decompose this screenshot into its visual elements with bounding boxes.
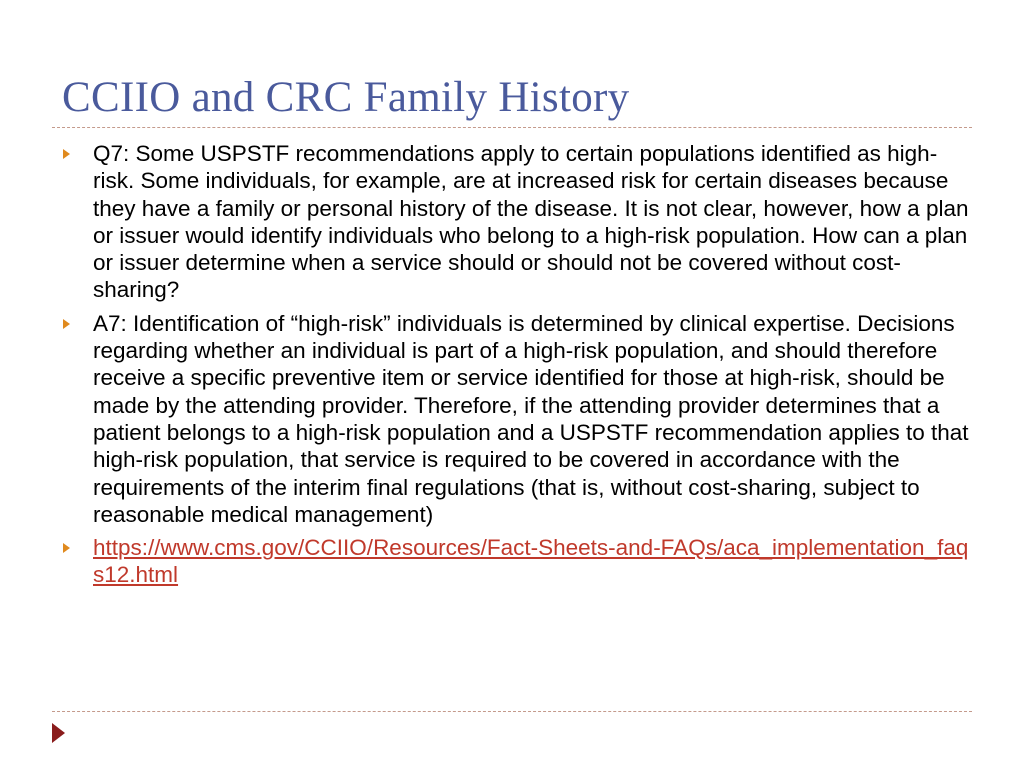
bullet-text-q7: Q7: Some USPSTF recommendations apply to certain populations identified as high-risk. Some individuals, for example, are at increased risk for certain diseases because they have a family or personal history of the disease. It is not clear, however, how a plan or issuer would identify individuals who belong to a high-risk population. How can a plan or issuer determine when a service should or should not be covered without cost-sharing? <box>93 141 969 303</box>
bullet-item-q7 <box>60 140 970 304</box>
bullet-list <box>60 140 970 595</box>
faq-source-link[interactable]: https://www.cms.gov/CCIIO/Resources/Fact-Sheets-and-FAQs/aca_implementation_faqs12.html <box>93 535 969 588</box>
slide-title: CCIIO and CRC Family History <box>62 74 630 121</box>
footer-divider <box>52 711 972 712</box>
triangle-right-arrow-icon <box>52 723 65 743</box>
bullet-item-a7 <box>60 310 970 528</box>
bullet-item-link <box>60 534 970 589</box>
title-divider <box>52 127 972 128</box>
bullet-text-a7: A7: Identification of “high-risk” individuals is determined by clinical expertise. Decisions regarding whether an individual is part of a high-risk population, and should therefore receive a specific preventive item or service identified for those at high-risk, should be made by the attending provider. Therefore, if the attending provider determines that a patient belongs to a high-risk population and a USPSTF recommendation applies to that high-risk population, that service is required to be covered in accordance with the requirements of the interim final regulations (that is, without cost-sharing, subject to reasonable medical management) <box>93 310 969 527</box>
triangle-right-bullet-icon <box>63 319 70 329</box>
triangle-right-bullet-icon <box>63 543 70 553</box>
triangle-right-bullet-icon <box>63 149 70 159</box>
